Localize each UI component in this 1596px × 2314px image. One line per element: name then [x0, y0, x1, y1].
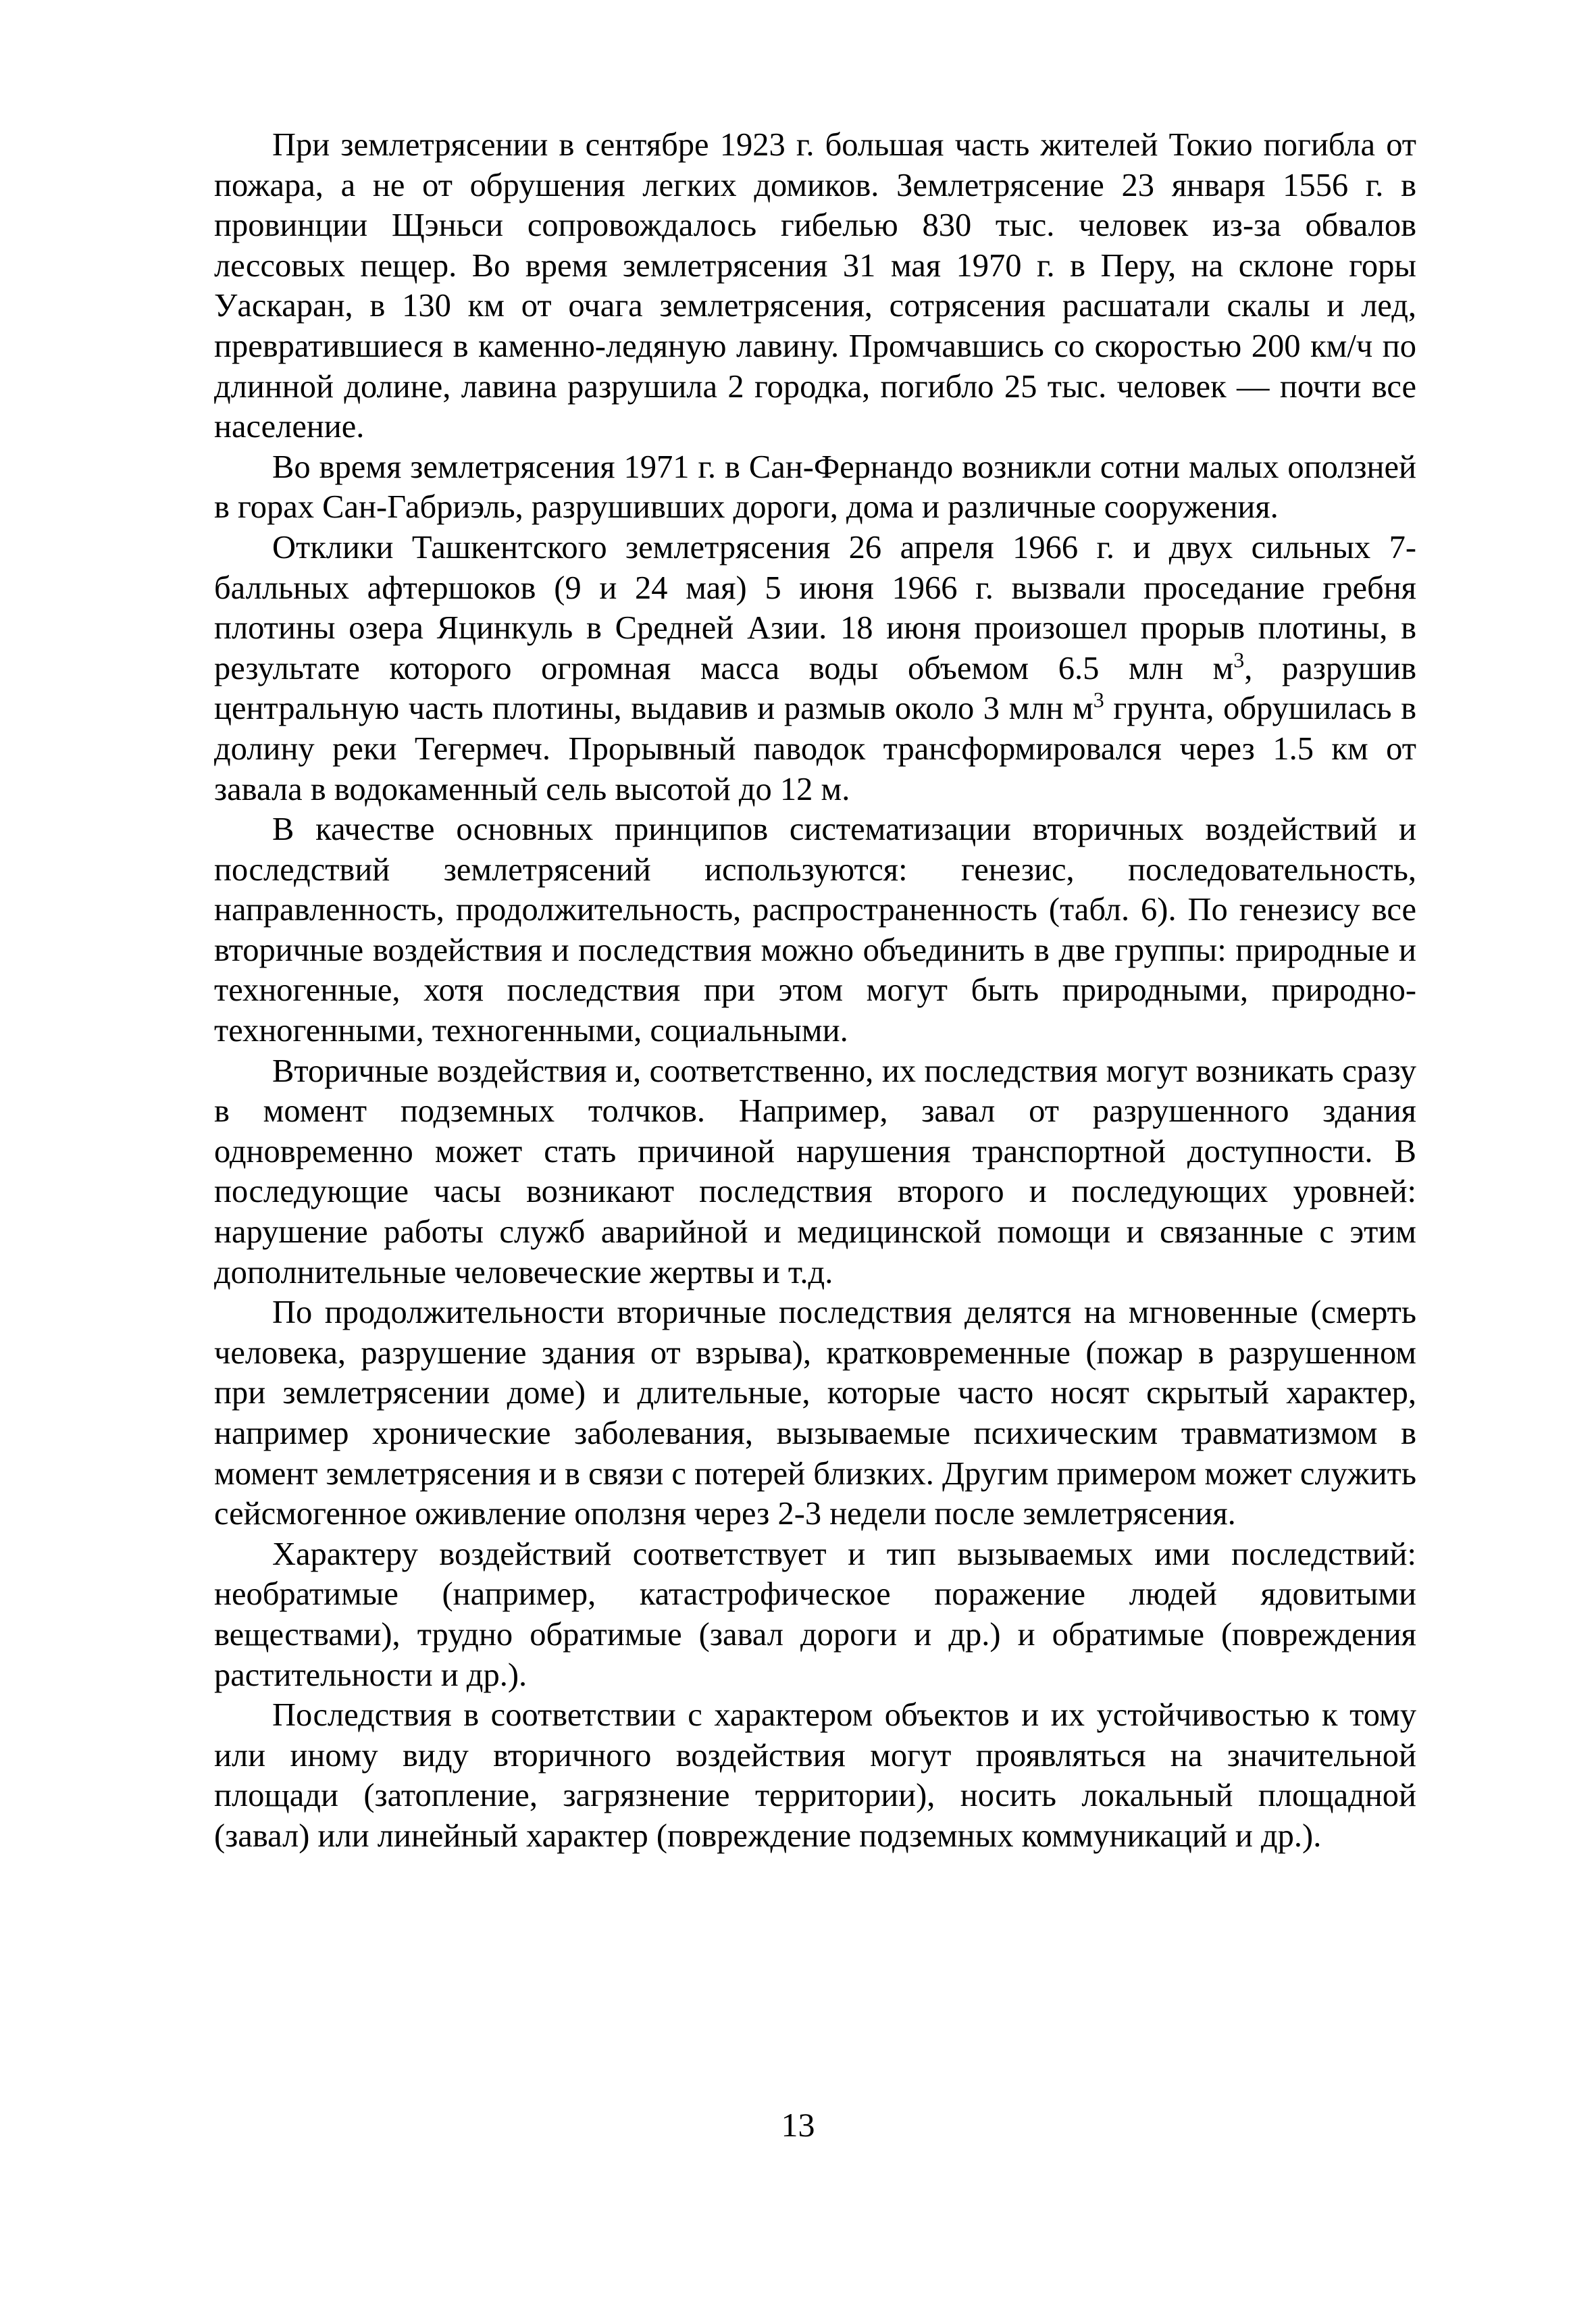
paragraph-4: В качестве основных принципов систематизации вторичных воздействий и последствий землетрясений используются: генезис, последовательность, направленность, продолжительность, распространенность (табл. 6). По генезису все вторичные воздействия и последствия можно объединить в две группы: природные и техногенные, хотя последствия при этом могут быть природными, природно-техногенными, техногенными, социальными. — [214, 811, 1416, 1049]
page-number: 13 — [781, 2106, 815, 2144]
paragraph-2: Во время землетрясения 1971 г. в Сан-Фернандо возникли сотни малых оползней в горах Сан-Габриэль, разрушивших дороги, дома и различные сооружения. — [214, 449, 1416, 526]
paragraph-1: При землетрясении в сентябре 1923 г. большая часть жителей Токио погибла от пожара, а не от обрушения легких домиков. Землетрясение 23 января 1556 г. в провинции Щэньси сопровождалось гибелью 830 тыс. человек из-за обвалов лессовых пещер. Во время землетрясения 31 мая 1970 г. в Перу, на склоне горы Уаскаран, в 130 км от очага землетрясения, сотрясения расшатали скалы и лед, превратившиеся в каменно-ледяную лавину. Промчавшись со скоростью 200 км/ч по длинной долине, лавина разрушила 2 городка, погибло 25 тыс. человек — почти все население. — [214, 127, 1416, 445]
superscript-cubic-2: 3 — [1093, 687, 1104, 712]
paragraph-7: Характеру воздействий соответствует и тип вызываемых ими последствий: необратимые (например, катастрофическое поражение людей ядовитыми веществами), трудно обратимые (завал дороги и др.) и обратимые (повреждения растительности и др.). — [214, 1536, 1416, 1693]
paragraph-5: Вторичные воздействия и, соответственно, их последствия могут возникать сразу в момент подземных толчков. Например, завал от разрушенного здания одновременно может стать причиной нарушения транспортной доступности. В последующие часы возникают последствия второго и последующих уровней: нарушение работы служб аварийной и медицинской помощи и связанные с этим дополнительные человеческие жертвы и т.д. — [214, 1053, 1416, 1290]
paragraph-3-part-2: , разрушив центральную часть плотины, выдавив и размыв около 3 млн м — [214, 650, 1416, 727]
paragraph-3 — [214, 528, 1416, 809]
page-body — [214, 125, 1416, 1857]
paragraph-3-part-1: Отклики Ташкентского землетрясения 26 апреля 1966 г. и двух сильных 7-балльных афтершоков (9 и 24 мая) 5 июня 1966 г. вызвали проседание гребня плотины озера Яцинкуль в Средней Азии. 18 июня произошел прорыв плотины, в результате которого огромная масса воды объемом 6.5 млн м — [214, 529, 1416, 686]
paragraph-3-part-3: грунта, обрушилась в долину реки Тегермеч. Прорывный паводок трансформировался через 1.5 км от завала в водокаменный сель высотой до 12 м. — [214, 690, 1417, 807]
superscript-cubic-1: 3 — [1233, 647, 1245, 672]
paragraph-6: По продолжительности вторичные последствия делятся на мгновенные (смерть человека, разрушение здания от взрыва), кратковременные (пожар в разрушенном при землетрясении доме) и длительные, которые часто носят скрытый характер, например хронические заболевания, вызываемые психическим травматизмом в момент землетрясения и в связи с потерей близких. Другим примером может служить сейсмогенное оживление оползня через 2-3 недели после землетрясения. — [214, 1294, 1416, 1532]
paragraph-8: Последствия в соответствии с характером объектов и их устойчивостью к тому или иному виду вторичного воздействия могут проявляться на значительной площади (затопление, загрязнение территории), носить локальный площадной (завал) или линейный характер (повреждение подземных коммуникаций и др.). — [214, 1697, 1416, 1854]
